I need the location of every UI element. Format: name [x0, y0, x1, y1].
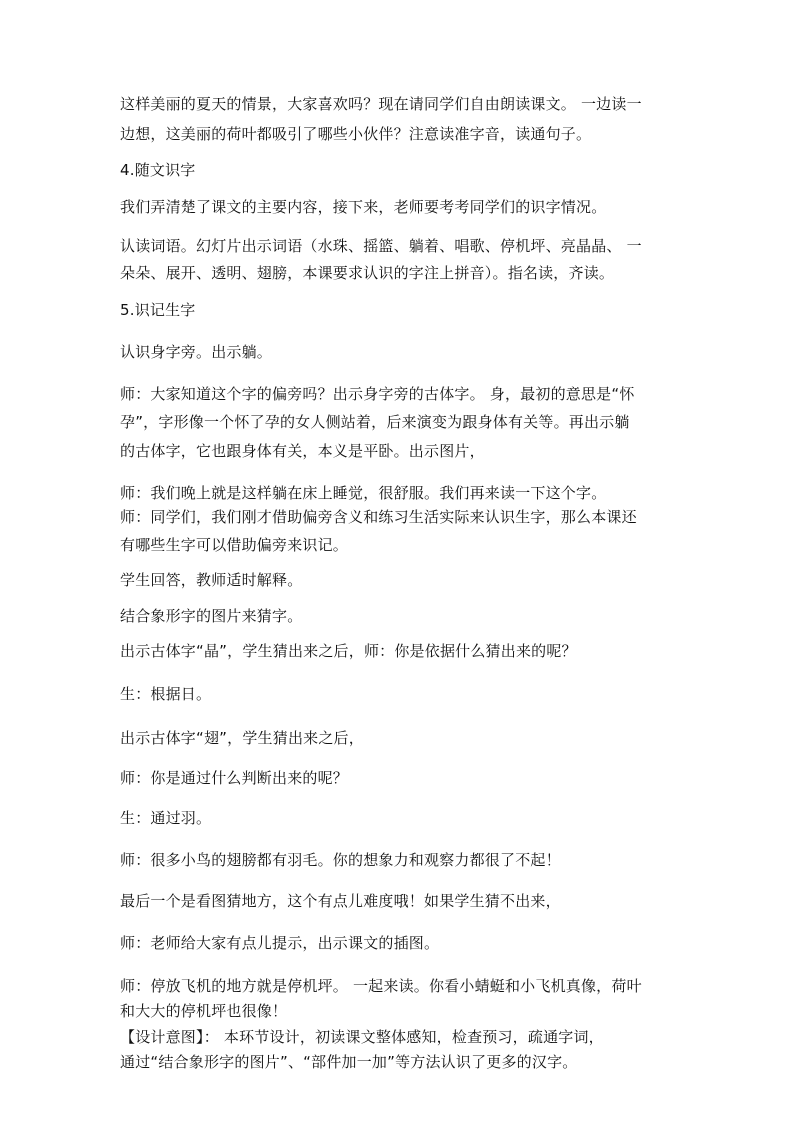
text-line: 最后一个是看图猜地方，这个有点儿难度哦！如果学生猜不出来，	[120, 892, 561, 910]
text-line: 生：根据日。	[120, 685, 212, 703]
text-line: 出示古体字“晶”，学生猜出来之后，师：你是依据什么猜出来的呢？	[120, 642, 577, 660]
text-line: 师：同学们，我们刚才借助偏旁含义和练习生活实际来认识生字，那么本课还	[120, 508, 637, 526]
text-line: 师：很多小鸟的翅膀都有羽毛。你的想象力和观察力都很了不起！	[120, 851, 561, 869]
text-line: 这样美丽的夏天的情景，大家喜欢吗？现在请同学们自由朗读课文。 一边读一	[120, 95, 642, 113]
text-line: 生：通过羽。	[120, 809, 212, 827]
text-line: 认识身字旁。出示躺。	[120, 343, 273, 361]
text-line: 有哪些生字可以借助偏旁来识记。	[120, 536, 349, 554]
text-line: 师：大家知道这个字的偏旁吗？出示身字旁的古体字。 身，最初的意思是“怀	[120, 385, 635, 403]
text-line: 认读词语。幻灯片出示词语（水珠、摇篮、躺着、唱歌、停机坪、亮晶晶、 一	[120, 237, 642, 255]
text-line: 边想，这美丽的荷叶都吸引了哪些小伙伴？注意读准字音，读通句子。	[120, 125, 592, 143]
text-line: 结合象形字的图片来猜字。	[120, 607, 303, 625]
text-line: 师：你是通过什么判断出来的呢？	[120, 769, 349, 787]
text-line: 师：老师给大家有点儿提示，出示课文的插图。	[120, 934, 440, 952]
text-line: 出示古体字“翅”，学生猜出来之后，	[120, 729, 364, 747]
text-line: 学生回答，教师适时解释。	[120, 571, 303, 589]
text-line: 的古体字，它也跟身体有关，本义是平卧。出示图片，	[120, 442, 485, 460]
text-line: 孕”，字形像一个怀了孕的女人侧站着，后来演变为跟身体有关等。再出示躺	[120, 413, 630, 431]
text-line: 我们弄清楚了课文的主要内容，接下来，老师要考考同学们的识字情况。	[120, 198, 607, 216]
section-heading: 5.识记生字	[120, 301, 196, 319]
text-line: 师：我们晚上就是这样躺在床上睡觉，很舒服。我们再来读一下这个字。	[120, 484, 607, 502]
text-line: 通过“结合象形字的图片”、“部件加一加”等方法认识了更多的汉字。	[120, 1053, 578, 1071]
text-line: 师：停放飞机的地方就是停机坪。 一起来读。你看小蜻蜓和小飞机真像，荷叶	[120, 977, 642, 995]
text-line: 朵朵、展开、透明、翅膀，本课要求认识的字注上拼音）。指名读，齐读。	[120, 264, 615, 282]
text-line: 和大大的停机坪也很像！	[120, 1002, 288, 1020]
section-heading: 4.随文识字	[120, 161, 196, 179]
design-intent-label: 【设计意图】： 本环节设计，初读课文整体感知，检查预习，疏通字词，	[120, 1028, 604, 1046]
